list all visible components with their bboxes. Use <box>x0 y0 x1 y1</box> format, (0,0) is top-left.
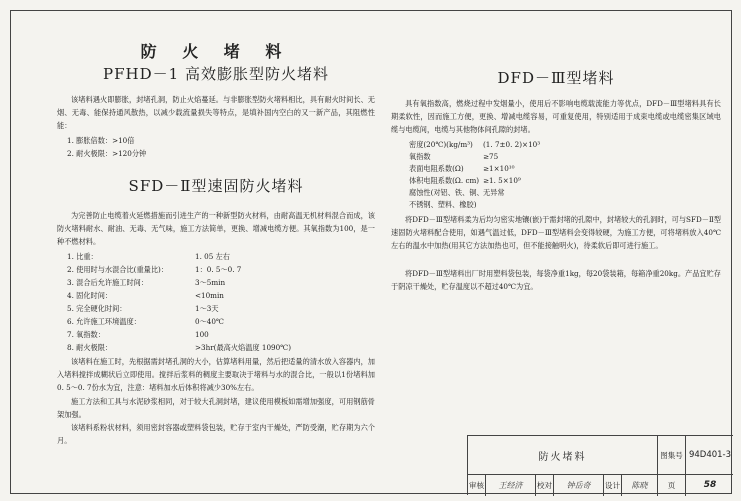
prop-key: 腐蚀性(对铝、铁、铜、 <box>409 188 484 197</box>
section-title-sfd2: SFD－Ⅱ型速固防火堵料 <box>128 177 304 195</box>
prop-value: 0～40℃ <box>195 317 224 326</box>
review-signature: 王经济 <box>486 474 536 496</box>
design-label: 设计 <box>604 474 622 496</box>
sfd2-construction <box>57 395 375 421</box>
sfd2-usage <box>57 355 375 395</box>
check-signature: 钟岳奇 <box>554 474 604 496</box>
sfd2-prop-row <box>67 329 209 340</box>
sfd2-prop-row <box>67 251 230 262</box>
dfd3-usage <box>391 213 721 253</box>
prop-key: 不锈钢、塑料、橡胶) <box>409 200 477 209</box>
sfd2-description <box>57 209 375 249</box>
sfd2-storage-text: 该堵料系粉状材料，须用密封容器或塑料袋包装，贮存于室内干燥处，严防受潮，贮存期为六个月。 <box>57 423 375 446</box>
pfhd1-item-2: 2. 耐火极限：>120分钟 <box>67 149 147 158</box>
sfd2-prop-row <box>67 342 291 353</box>
section-title-dfd3: DFD－Ⅲ型堵料 <box>497 69 615 87</box>
prop-key: 表面电阻系数(Ω) <box>409 164 464 173</box>
atlas-number: 94D401-3 <box>688 450 732 460</box>
prop-value: 1. 05 左右 <box>195 252 230 261</box>
dfd3-prop-row <box>409 199 483 210</box>
dfd3-prop-row <box>409 187 505 198</box>
title-block-row-bottom <box>468 474 733 496</box>
dfd3-prop-row <box>409 175 521 186</box>
prop-key: 体积电阻系数(Ω. cm) <box>409 176 480 185</box>
dfd3-prop-row <box>409 151 498 162</box>
prop-key: 4. 固化时间： <box>67 291 113 300</box>
pfhd1-description <box>57 93 375 133</box>
prop-value: 1：0. 5～0. 7 <box>195 265 242 274</box>
dfd3-description <box>391 97 721 137</box>
prop-value: ≥1. 5×10⁹ <box>483 176 521 185</box>
dfd3-usage-text: 将DFD－Ⅲ型堵料柔为后均匀密实地镶(嵌)于需封堵的孔隙中，封堵较大的孔洞时，可与SFD－Ⅱ型速固防火堵料配合使用，如遇气温过低，DFD－Ⅲ型堵料会变得较硬，为施工方便，可将堵料放入40℃左右的温水中加热(用其它方法加热也可，但不能接触明火)，待柔软后即可进行施工。 <box>391 215 721 251</box>
prop-key: 3. 混合后允许施工时间： <box>67 278 149 287</box>
prop-value: >3hr(最高火焰温度 1090℃) <box>195 343 292 352</box>
prop-key: 5. 完全硬化时间： <box>67 304 127 313</box>
prop-value: <10min <box>195 291 224 300</box>
prop-value: 无异常 <box>483 188 505 197</box>
dfd3-packaging-text: 将DFD－Ⅲ型堵料出厂时用塑料袋包装，每袋净重1kg，每20袋装箱，每箱净重20kg。产品宜贮存于阴凉干燥处，贮存温度以不超过40℃为宜。 <box>391 269 721 292</box>
sfd2-usage-text: 该堵料在施工时，先根据需封堵孔洞的大小，估算堵料用量，然后把适量的清水放入容器内，加入堵料搅拌成糊状后立即使用。搅拌后浆料的稠度主要取决于堵料与水的混合比，一般以1份堵料加0. 5～0. 7份水为宜，注意：堵料加水后体积将减少30%左右。 <box>57 357 375 393</box>
prop-key: 氧指数 <box>409 152 431 161</box>
drawing-sheet <box>10 10 732 494</box>
prop-key: 密度(20℃)(kg/m³) <box>409 140 473 149</box>
title-block-row-top <box>468 436 733 475</box>
sfd2-storage <box>57 421 375 447</box>
section-title-fire-sealant: 防 火 堵 料 <box>140 42 292 61</box>
sfd2-prop-row <box>67 277 225 288</box>
sfd2-prop-row <box>67 303 219 314</box>
atlas-label: 图集号 <box>658 436 686 474</box>
prop-key: 2. 使用时与水混合比(重量比)： <box>67 265 169 274</box>
prop-value: ≥1×10¹⁰ <box>483 164 515 173</box>
pfhd1-item-1: 1. 膨胀倍数：>10倍 <box>67 136 135 145</box>
prop-key: 7. 氧指数： <box>67 330 105 339</box>
prop-value: 100 <box>195 330 209 339</box>
dfd3-description-text: 具有氧指数高，燃烧过程中发烟量小，使用后不影响电缆载流能力等优点，DFD－Ⅲ型堵料具有长期柔软性，因而施工方便，更换、增减电缆容易，可重复使用，特别适用于成束电缆或电缆密集区域电缆与电缆间，电缆与其他物体间孔隙的封堵。 <box>391 99 721 135</box>
dfd3-prop-row <box>409 163 515 174</box>
title-block <box>467 435 733 495</box>
page-label: 页 <box>658 474 686 496</box>
sfd2-description-text: 为完善防止电缆着火延燃措施而引进生产的一种新型防火材料，由耐高温无机材料混合而成，该防火堵料耐水、耐油、无毒、无气味，施工方法简单，更换、增减电缆方便。其氧指数为100，是一种不燃材料。 <box>57 211 375 247</box>
check-label: 校对 <box>536 474 554 496</box>
prop-value: ≥75 <box>483 152 499 161</box>
drawing-name: 防火堵料 <box>468 436 658 474</box>
sfd2-prop-row <box>67 316 224 327</box>
dfd3-packaging <box>391 267 721 293</box>
prop-value: 3～5min <box>195 278 226 287</box>
prop-value: (1. 7±0. 2)×10³ <box>483 140 541 149</box>
prop-value: 1～3天 <box>195 304 219 313</box>
sfd2-prop-row <box>67 290 224 301</box>
dfd3-prop-row <box>409 139 540 150</box>
prop-key: 8. 耐火极限： <box>67 343 113 352</box>
sfd2-prop-row <box>67 264 241 275</box>
design-signature: 陈晓 <box>622 474 658 496</box>
prop-key: 1. 比重： <box>67 252 98 261</box>
sfd2-construction-text: 施工方法和工具与水泥砂浆相同，对于较大孔洞封堵，建议使用模板如需增加强度，可用钢筋骨架加强。 <box>57 397 375 420</box>
page-number: 58 <box>703 480 717 490</box>
review-label: 审核 <box>468 474 486 496</box>
prop-key: 6. 允许施工环境温度： <box>67 317 141 326</box>
section-title-pfhd1: PFHD－1 高效膨胀型防火堵料 <box>103 65 329 83</box>
pfhd1-description-text: 该堵料遇火即膨胀，封堵孔洞，防止火焰蔓延。与非膨胀型防火堵料相比，具有耐火时间长、无烟、无毒、能保持通风散热，以减少载流量损失等特点，是填补国内空白的又一新产品，其阻燃性能： <box>57 95 375 131</box>
